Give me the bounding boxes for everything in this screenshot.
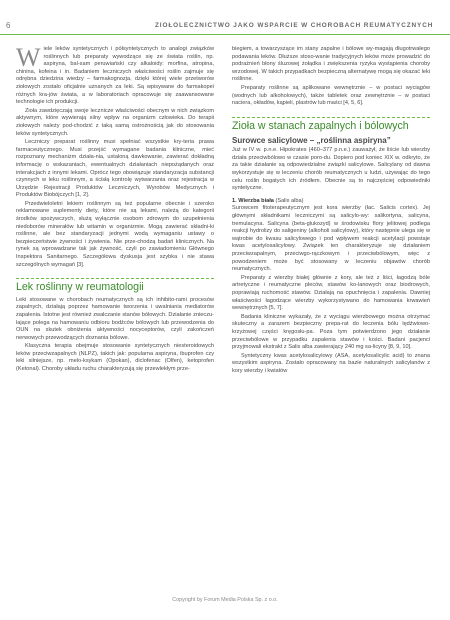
intro-text: iele leków syntetycznych i półsyntetycznych to analogi związków roślinnych lub preparaty wywodzące się ze świata roślin, np. aspiryna, bal-sam peruwiański czy alkaloidy: morfina, atropina, chinina, kofeina i in. Badaniem leczniczych właściwości roślin zajmuje się odrębna dziedzina wiedzy – farmakognozja, dzięki której wiele przetworów ziołowych zostało oficjalnie uznanych za leki. Są wpisywane do farmakopei różnych kra-jów świata, a w laboratoriach opracowuje się zaawansowane technologie ich produkcji. [16,46,214,106]
paragraph: Przedwieloletni lekiem roślinnym są też popularne obecnie i szeroko reklamowane suplementy diety, które nie są lekami, należą do kategorii środków spożywczych, służą wyłącznie osobom zdrowym do uzupełnienia niedoborów minerałów lub witamin w organizmie. Mogą zawierać składni-ki roślinne, ale bez standaryzacji jednymi wodą wymaganiu ustawy o bezpieczeństwie żywności i żywienia. Nie prze-chodzą badań klinicznych. Na rynek są wprowadzane tak jak żywność, czyli po zawiadomieniu Głównego Inspektora Sanitarnego. Szczegółowa dyskusja jest szybka i nie stawa szczególnych wymagań [3]. [16,200,214,268]
paragraph: Leczniczy preparat roślinny musi spełniać wszystkie kry-teria prawa farmaceutycznego. Musi przejść wymagane badania kliniczne, mieć rozpoznany mechanizm działa-nia, ustaloną dawkowanie, zawierać dokładną informację o wskazaniach, ewentualnych działaniach niepożądanych oraz interakcjach z innymi lekami. Oprócz tego obowiązuje standaryzacja substancji czynnych w leku roślinnym, a ścisłą kontrolę wytwarzania oraz rejestracja w Urzędzie Rejestracji Produktów Leczniczych, Wyrobów Medycznych i Produktów Biobójczych [1, 2]. [16,139,214,199]
intro-paragraph [16,43,214,107]
page-header [0,20,450,36]
section-rule [232,117,430,118]
subsection-title: Surowce salicylowe – „roślinna aspiryna” [232,136,391,146]
paragraph: biegiem, a towarzyszące im stany zapalne i bólowe wy-magają długotrwałego podawania leków. Dłuższe stoso-wanie tradycyjnych leków może prowadzić do podrażnień błony śluzowej żołądka i zwiększenia ryzyka wystąpienia choroby wrzodowej. W takich przypadkach bezpieczną alternatywę mogą się okazać leki roślinne. [232,46,430,83]
paragraph: Surowcem fitoterapeutycznym jest kora wierzby (łac. Salicis cortex). Jej głównymi składnikami leczniczymi są salicylo-wy: salikortyna, salicyna, tremulacyna. Salicyna (beta-glukozyd) w środowisku flory jelitowej podlega reakcji hydrolizy do saligeniny (alkoholi salicylowy), który następnie ulega się w wątrobie do kwasu salicylowego i pod wpływem reakcji acetylacji powstaje kwas acetylosalicylowy. Związek ten charakteryzuje się działaniem przeciwzapalnym, przeciwgo-rączkowym i przeciwbólowym, więc z powodzeniem może być stosowany w leczeniu objawów chorób reumatycznych. [232,205,430,273]
section-heading-block [232,117,430,133]
latin-name: (Salix alba) [273,197,304,204]
paragraph: Preparaty z wierzby białej głównie z kory, ale też z liści, łagodzą bóle artretyczne i reumatyczne pleców, stawów ko-lanowych oraz biodrowych, poprawiają ruchomość stawów. Działają na opuchnięcia i zapalenia. Dawniej właściwości łagodzące wierzby wykorzystywano do hamowania krwawień wewnętrznych [5, 7]. [232,274,430,312]
right-column [232,46,430,375]
footer-copyright: Copyright by Forum Media Polska Sp. z o.o. [172,597,278,603]
drop-cap: W [16,43,41,72]
paragraph: Leki stosowane w chorobach reumatycznych są ich inhibito-rami procesów zapalnych, działają poprzez hamowanie tworzenia i uwalniania mediatorów zapalenia. Istotne jest również zwalczanie stanów bólowych. Działanie znieczu-lające polega na hamowaniu odbioru bodźców bólowych lub przewodzenia do OUN na skutek obniżenia aktywności nocyceptorów, czyli zakończeń nerwowych przewodzących doznania bólowe. [16,296,214,341]
section-heading-block [16,278,214,294]
numbered-heading-line [232,198,430,206]
paragraph: Już w IV w. p.n.e. Hipokrates (460–377 p.n.e.) zauważył, że liście lub wierzby działa przeciwbólowo w czasie poro-du. Dopiero pod koniec XIX w. odkryto, że za takie działanie są odpowiedzialne związki salicylowe. Salicylany od dawna wykorzystuje się w leczeniu chorób reumatycznych u ludzi, używając do tego celu roślin bogatych ich źródłem. Obecnie są to najczęściej odpowiedniki syntetyczne. [232,147,430,192]
left-column [16,43,214,374]
section-rule [16,278,214,279]
paragraph: Preparaty roślinne są aplikowane wewnętrznie – w postaci wyciągów (wodnych lub alkoholowych), także tabletek oraz zewnętrznie – w postaci naciera, okładów, kąpieli, plastrów lub maści [4, 5, 6]. [232,84,430,107]
paragraph: Zioła zawdzięczają swoje lecznicze właściwości obecnym w nich związkom aktywnym, które wywierają silny wpływ na organizm człowieka. Do terapii ziołowych należy pod-chodzić z taką samą ostrożnością jak do stosowania leków syntetycznych. [16,107,214,137]
numbered-heading: 1. Wierzba biała [232,197,274,204]
running-title: ZIOŁOLECZNICTWO JAKO WSPARCIE W CHOROBACH REUMATYCZNYCH [155,22,434,29]
paragraph: Syntetyczny kwas acetylosalicylowy (ASA, acetylosalicylic acid) to znana wszystkim aspiryna. Zostało opracowany na bazie naturalnych salicylanów z kory wierzby i kwiatów [232,352,430,374]
section-title: Zioła w stanach zapalnych i bólowych [232,119,409,132]
page-number: 6 [6,21,11,30]
paragraph: Klasyczna terapia obejmuje stosowanie syntetycznych niesteroidowych leków przeciwzapalnych (NLPZ), takich jak: popularna aspiryna, ibuprofen czy leki silniejsze, np. melo-ksykam (Opokan), diclofenac (Olfen), ketoprofen (Ketonal). Choroby układu ruchu charakteryzują się przewlekłym prze- [16,343,214,373]
paragraph: Badania kliniczne wykazały, że z wyciągu wierzbowego można otrzymać skuteczny a zarazem bezpieczny prepa-rat do leczenia bólu lędźwiowo-krzyżowej części kręgosłu-pa. Poza tym potwierdzono jego działanie przeciwbólowe w przypadku zapalenia stawów i kości. Badani pacjenci przyjmowali ekstrakt z Salix alba zawierający 240 mg sa-licyny [8, 9, 10]. [232,313,430,351]
section-title: Lek roślinny w reumatologii [16,281,144,294]
header-rule [0,34,450,35]
